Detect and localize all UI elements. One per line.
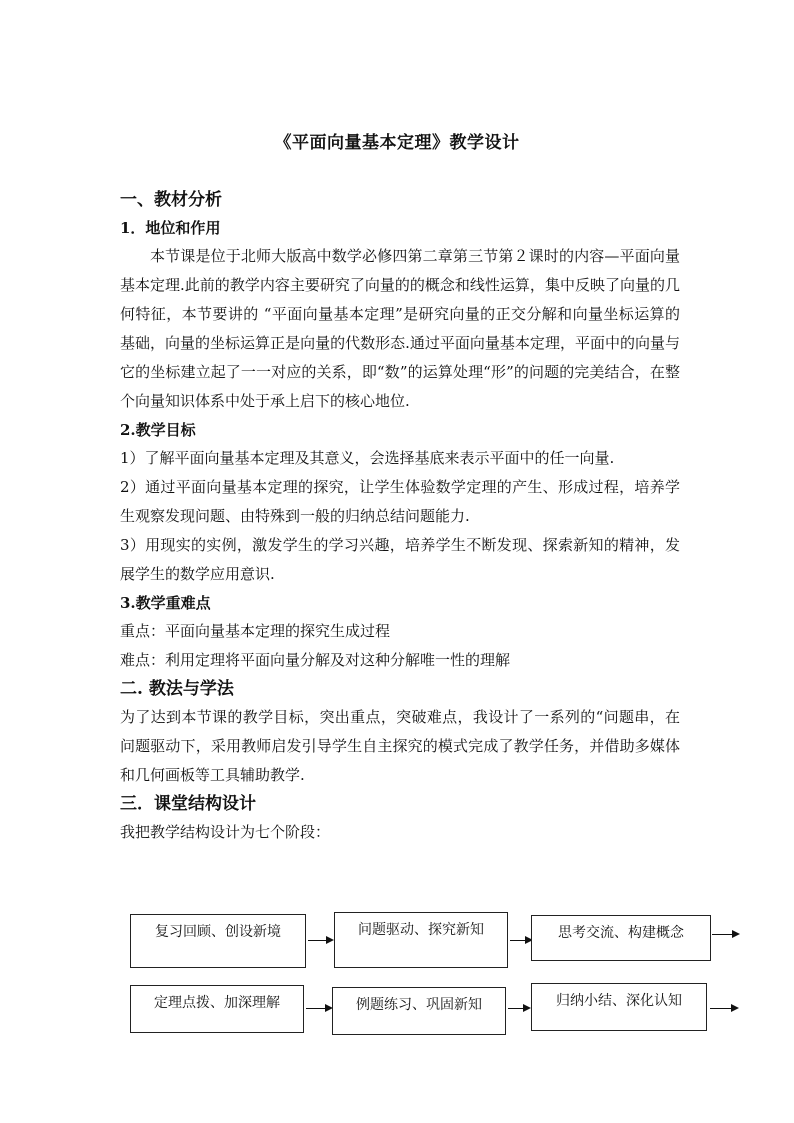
arrow-line (510, 940, 526, 941)
arrow-head-icon (325, 1004, 333, 1012)
stage-box: 例题练习、巩固新知 (332, 987, 506, 1035)
document-body (120, 186, 680, 847)
arrow-line (710, 1008, 732, 1009)
key-point: 重点：平面向量基本定理的探究生成过程 (120, 622, 391, 640)
arrow-head-icon (731, 1004, 739, 1012)
stage-box: 定理点拨、加深理解 (130, 985, 304, 1033)
section-heading-textbook-analysis: 一、教材分析 (120, 190, 222, 210)
stage-box: 复习回顾、创设新境 (130, 914, 306, 968)
stage-box: 归纳小结、深化认知 (531, 983, 707, 1031)
arrow-line (508, 1008, 524, 1009)
goal-item: 3）用现实的实例，激发学生的学习兴趣，培养学生不断发现、探索新知的精神，发展学生的数学应用意识. (120, 536, 680, 583)
paragraph-teaching-methods: 为了达到本节课的教学目标，突出重点，突破难点，我设计了一系列的“问题串，在问题驱动下，采用教师启发引导学生自主探究的模式完成了教学任务，并借助多媒体和几何画板等工具辅助教学. (120, 708, 680, 784)
paragraph-position-role: 本节课是位于北师大版高中数学必修四第二章第三节第２课时的内容—平面向量基本定理.此前的教学内容主要研究了向量的的概念和线性运算，集中反映了向量的几何特征，本节要讲的 “平面向量基本定理”是研究向量的正交分解和向量坐标运算的基础，向量的坐标运算正是向量的代数形态.通过平面向量基本定理，平面中的向量与它的坐标建立起了一一对应的关系，即“数”的运算处理“形”的问题的完美结合，在整个向量知识体系中处于承上启下的核心地位. (120, 247, 680, 410)
stage-box: 思考交流、构建概念 (531, 915, 711, 961)
goal-item: 1）了解平面向量基本定理及其意义，会选择基底来表示平面中的任一向量. (120, 449, 615, 467)
class-structure-intro: 我把教学结构设计为七个阶段： (120, 823, 331, 841)
arrow-head-icon (326, 936, 334, 944)
difficult-point: 难点：利用定理将平面向量分解及对这种分解唯一性的理解 (120, 651, 511, 669)
subheading-position-role: 1．地位和作用 (120, 219, 221, 237)
arrow-head-icon (525, 936, 533, 944)
section-heading-class-structure: 三．课堂结构设计 (120, 794, 256, 814)
arrow-line (308, 940, 328, 941)
stage-box: 问题驱动、探究新知 (334, 912, 508, 968)
arrow-line (306, 1008, 326, 1009)
goal-item: 2）通过平面向量基本定理的探究，让学生体验数学定理的产生、形成过程，培养学生观察发现问题、由特殊到一般的归纳总结问题能力. (120, 478, 680, 525)
subheading-teaching-goals: 2.教学目标 (120, 421, 196, 439)
subheading-key-difficult-points: 3.教学重难点 (120, 594, 211, 612)
page-title: 《平面向量基本定理》教学设计 (274, 133, 520, 153)
section-heading-teaching-methods: 二. 教法与学法 (120, 679, 234, 699)
arrow-head-icon (523, 1004, 531, 1012)
arrow-line (712, 934, 734, 935)
arrow-head-icon (732, 930, 740, 938)
